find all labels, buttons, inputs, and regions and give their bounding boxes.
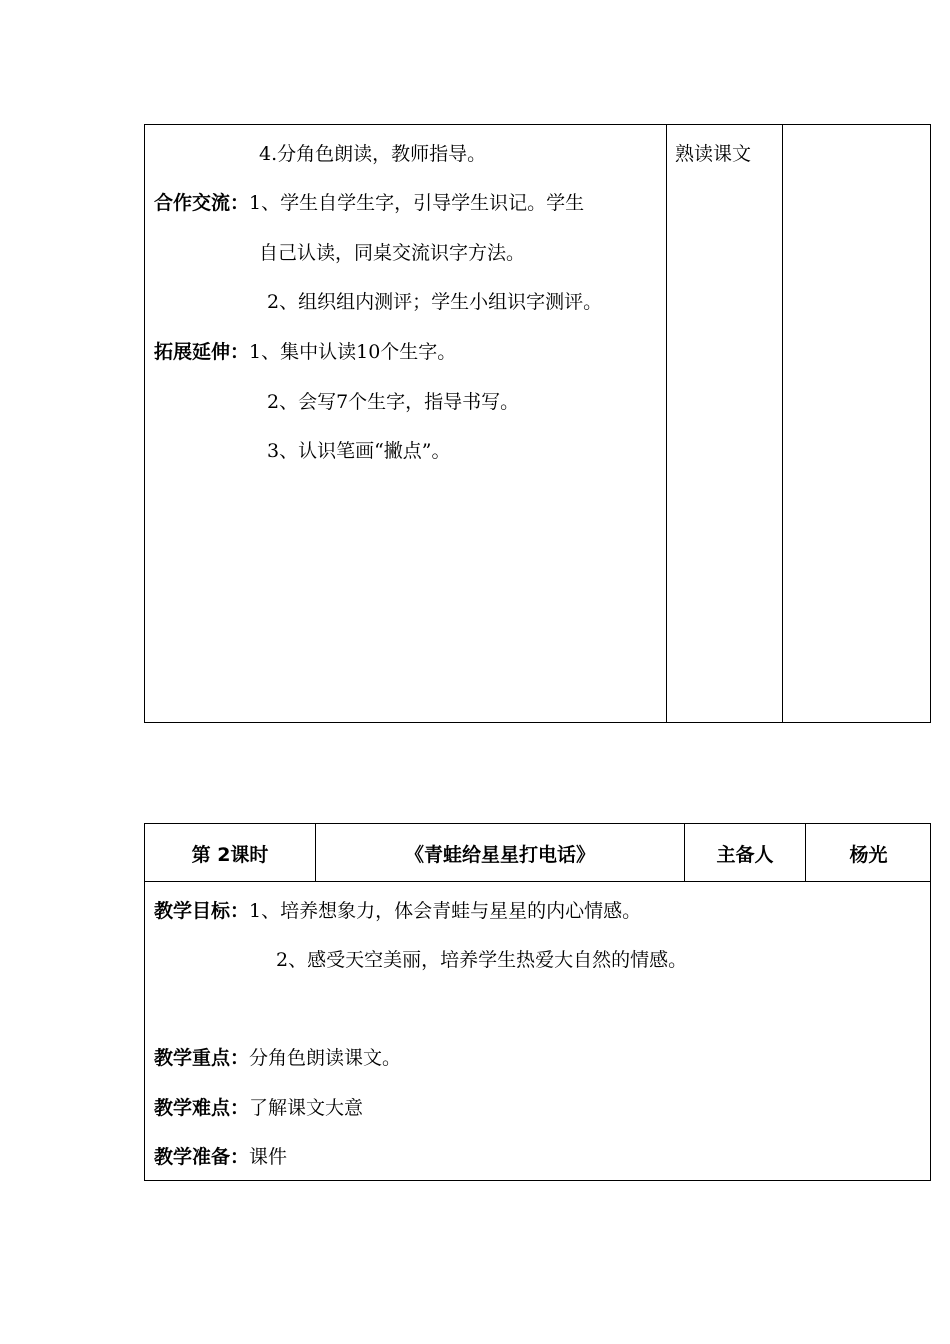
coop-label: 合作交流： <box>154 192 250 214</box>
lesson-period: 第 2课时 <box>191 843 269 866</box>
key-point-line <box>154 1046 401 1070</box>
ext-item-2: 2、会写7个生字，指导书写。 <box>267 391 520 413</box>
process-read-roles: 4.分角色朗读，教师指导。 <box>259 143 487 165</box>
difficulty-label: 教学难点： <box>154 1097 250 1119</box>
difficulty-line <box>154 1096 363 1120</box>
preparation-label: 教学准备： <box>154 1146 250 1168</box>
coop-line-1 <box>154 191 584 215</box>
ext-item-1: 1、集中认读10个生字。 <box>249 341 457 363</box>
lesson-title: 《青蛙给星星打电话》 <box>404 843 595 866</box>
coop-item-1a: 1、学生自学生字，引导学生识记。学生 <box>249 192 585 214</box>
coop-item-2: 2、组织组内测评；学生小组识字测评。 <box>267 291 603 313</box>
preparation-line <box>154 1145 287 1169</box>
key-point-label: 教学重点： <box>154 1047 250 1069</box>
coop-item-1b: 自己认读，同桌交流识字方法。 <box>259 242 526 264</box>
column-divider <box>782 125 783 722</box>
ext-label: 拓展延伸： <box>154 341 250 363</box>
ext-item-3: 3、认识笔画“撇点”。 <box>267 440 451 462</box>
student-activity: 熟读课文 <box>675 143 752 165</box>
goals-line-1 <box>154 899 641 923</box>
lesson2-table <box>144 823 931 1181</box>
preparation-value: 课件 <box>249 1146 288 1168</box>
goal-1: 1、培养想象力，体会青蛙与星星的内心情感。 <box>249 900 642 922</box>
goals-label: 教学目标： <box>154 900 250 922</box>
difficulty-value: 了解课文大意 <box>249 1097 364 1119</box>
preparer-label: 主备人 <box>716 843 774 866</box>
key-point-value: 分角色朗读课文。 <box>249 1047 402 1069</box>
lesson1-continuation-table <box>144 124 931 723</box>
preparer-name: 杨光 <box>849 843 888 866</box>
ext-line-1 <box>154 340 456 364</box>
column-divider <box>666 125 667 722</box>
goal-2: 2、感受天空美丽，培养学生热爱大自然的情感。 <box>276 949 688 971</box>
